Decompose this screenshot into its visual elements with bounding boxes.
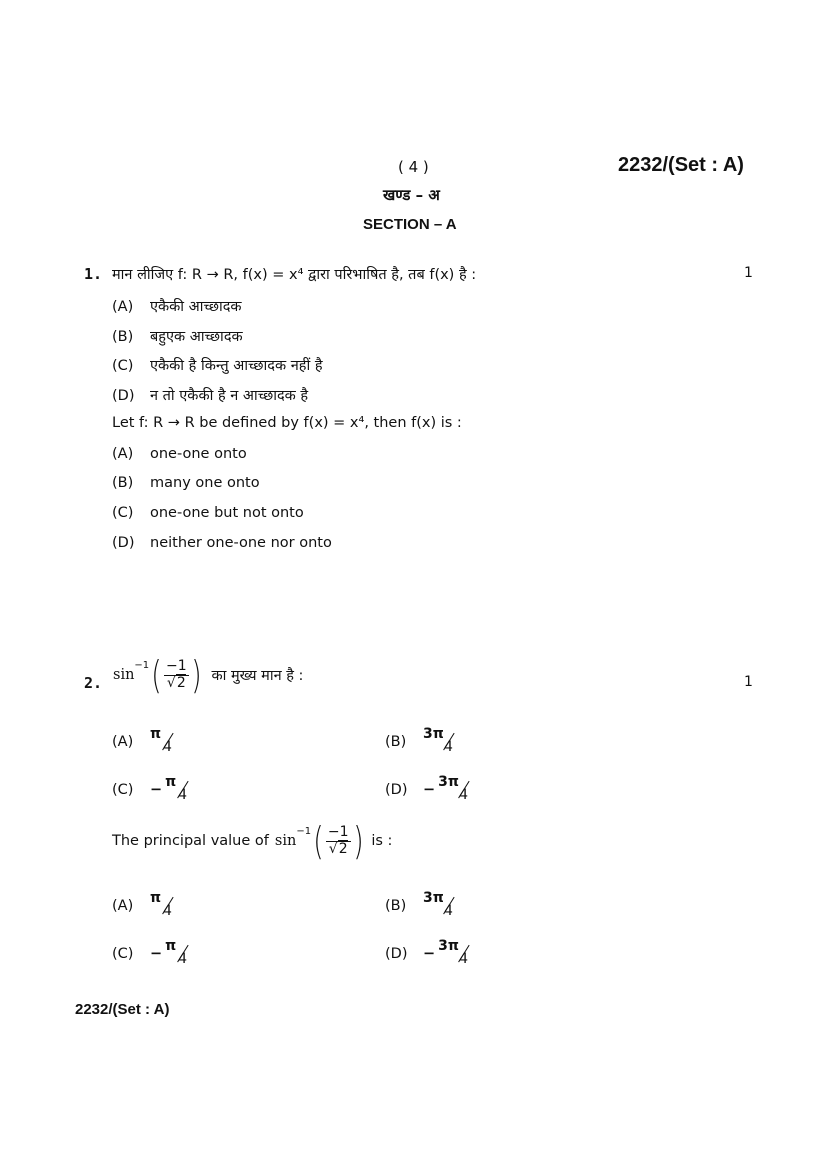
option-label: (B) [385,898,407,914]
q1-hindi-option-c [112,355,323,375]
option-label: (A) [112,446,134,462]
q2-hindi-option-d [385,776,474,804]
option-text: बहुएक आच्छादक [150,329,243,345]
func-power: −1 [296,826,312,837]
func-name: sin [274,833,297,849]
paper-code-footer: 2232/(Set : A) [75,1001,170,1018]
fraction-slash [438,940,474,968]
paren-open: ( [151,653,162,697]
sign: − [423,782,436,798]
option-text: many one onto [150,475,260,491]
question-2-marks: 1 [744,674,753,690]
option-label: (B) [112,329,134,345]
option-label: (D) [385,946,408,962]
frac-den: 4 [444,903,453,919]
frac-den: 4 [163,739,172,755]
section-title-english: SECTION – A [363,216,457,233]
question-1-text-english: Let f: R → R be defined by f(x) = x⁴, then f(x) is : [112,415,462,431]
option-label: (A) [112,898,134,914]
fraction-slash [423,892,459,920]
q1-english-option-b [112,475,260,491]
option-text: एकैकी आच्छादक [150,299,242,315]
frac-den: 4 [163,903,172,919]
q1-hindi-option-b [112,326,243,346]
frac-num: 3π [438,774,459,790]
frac-num: 3π [438,938,459,954]
q2-english-option-a [112,892,178,920]
frac-num: π [165,938,177,954]
radicand: 2 [176,674,186,691]
fraction [164,659,189,691]
option-text: एकैकी है किन्तु आच्छादक नहीं है [150,358,323,374]
question-1-number: 1. [84,265,103,283]
paren-close: ) [190,653,202,697]
sign: − [150,782,163,798]
english-prefix: The principal value of [112,833,269,849]
frac-den: 4 [178,951,188,967]
frac-num: 3π [423,726,444,742]
denominator [327,842,350,857]
func-power: −1 [134,660,150,671]
paren-open: ( [313,819,324,863]
fraction-slash [165,776,193,804]
denominator [165,676,188,691]
frac-den: 4 [178,787,188,803]
q2-english-option-b [385,892,459,920]
radicand: 2 [338,840,348,857]
option-label: (C) [112,358,134,374]
q2-hindi-option-c [112,776,193,804]
frac-num: π [150,726,162,742]
question-2-text-hindi [113,653,304,697]
frac-den: 4 [459,787,469,803]
q1-hindi-option-a [112,296,242,316]
root-sign: √ [328,840,338,857]
option-label: (C) [112,505,134,521]
question-1-marks: 1 [744,265,753,281]
question-2-text-english [112,819,393,863]
root-sign: √ [166,674,176,691]
q1-hindi-option-d [112,385,308,405]
option-label: (C) [112,946,134,962]
fraction-slash [438,776,474,804]
q2-english-option-c [112,940,193,968]
option-text: one-one but not onto [150,505,304,521]
question-1-text-hindi: मान लीजिए f: R → R, f(x) = x⁴ द्वारा परिभाषित है, तब f(x) है : [112,267,477,283]
q1-english-option-a [112,446,247,462]
numerator: −1 [166,658,187,675]
frac-den: 4 [459,951,469,967]
func-name: sin [113,667,135,683]
question-2-number: 2. [84,674,103,692]
fraction-slash [150,728,178,756]
section-title-hindi: खण्ड – अ [383,186,440,204]
option-label: (D) [112,535,135,551]
q2-english-option-d [385,940,474,968]
q1-english-option-c [112,505,304,521]
option-text: neither one-one nor onto [150,535,332,551]
numerator: −1 [327,824,349,841]
page-number: ( 4 ) [398,158,429,176]
sign: − [150,946,163,962]
frac-num: 3π [423,890,444,906]
fraction-slash [423,728,459,756]
hindi-suffix: का मुख्य मान है : [211,668,304,684]
english-suffix: is : [371,833,393,849]
english-expression [112,819,393,863]
sign: − [423,946,436,962]
fraction [326,825,351,857]
q2-hindi-option-b [385,728,459,756]
frac-num: π [150,890,162,906]
q2-hindi-option-a [112,728,178,756]
option-label: (D) [112,388,135,404]
option-label: (A) [112,734,134,750]
option-label: (C) [112,782,134,798]
frac-num: π [165,774,177,790]
frac-den: 4 [444,739,453,755]
fraction-slash [165,940,193,968]
option-text: न तो एकैकी है न आच्छादक है [150,388,309,404]
q1-english-option-d [112,535,332,551]
option-label: (B) [385,734,407,750]
option-text: one-one onto [150,446,247,462]
fraction-slash [150,892,178,920]
option-label: (B) [112,475,134,491]
option-label: (A) [112,299,134,315]
option-label: (D) [385,782,408,798]
paper-code-header: 2232/(Set : A) [618,154,744,176]
inverse-sine-expression [113,653,304,697]
paren-close: ) [352,819,364,863]
